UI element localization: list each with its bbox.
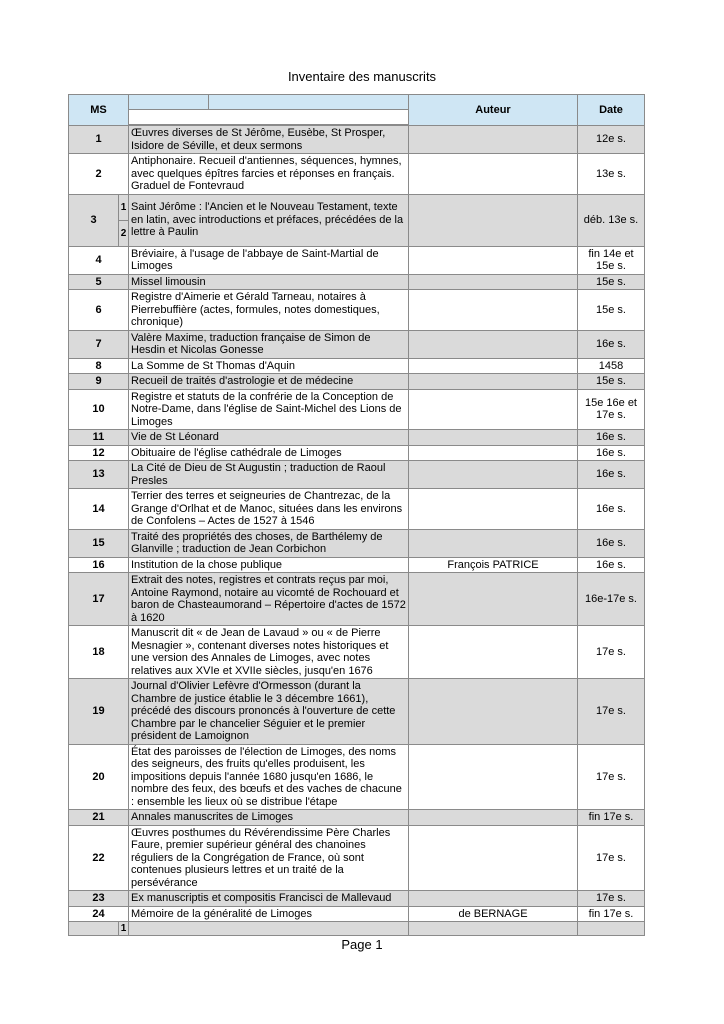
ms-subvolumes — [119, 194, 129, 246]
table-row — [69, 330, 645, 358]
table-row — [69, 489, 645, 530]
ms-number: 4 — [69, 246, 129, 274]
table-row — [69, 810, 645, 826]
ms-title: Registre et statuts de la confrérie de la Conception de Notre-Dame, dans l'église de Saint-Michel des Lions de Limoges — [129, 389, 409, 430]
ms-number: 24 — [69, 906, 129, 922]
ms-number: 13 — [69, 461, 129, 489]
ms-author — [409, 374, 578, 390]
ms-title: La Cité de Dieu de St Augustin ; traduction de Raoul Presles — [129, 461, 409, 489]
ms-number: 6 — [69, 290, 129, 331]
header-row — [69, 95, 645, 126]
ms-date: déb. 13e s. — [578, 194, 645, 246]
ms-title: Extrait des notes, registres et contrats reçus par moi, Antoine Raymond, notaire au vicomté de Rochouard et baron de Chasteaumorand – Répertoire d'actes de 1572 à 1620 — [129, 573, 409, 626]
ms-title: Missel limousin — [129, 274, 409, 290]
ms-date: 16e s. — [578, 430, 645, 446]
table-row — [69, 246, 645, 274]
table-row — [69, 374, 645, 390]
ms-date: 16e-17e s. — [578, 573, 645, 626]
ms-title: Bréviaire, à l'usage de l'abbaye de Saint-Martial de Limoges — [129, 246, 409, 274]
ms-number: 12 — [69, 445, 129, 461]
ms-title: Saint Jérôme : l'Ancien et le Nouveau Testament, texte en latin, avec introductions et préfaces, précédées de la lettre à Paulin — [129, 194, 409, 246]
ms-number: 1 — [69, 126, 129, 154]
manuscripts-table — [68, 94, 645, 936]
ms-title: Œuvres posthumes du Révérendissime Père Charles Faure, premier supérieur général des chanoines réguliers de la Congrégation de France, où sont contenues plusieurs lettres et un traité de la persévérance — [129, 825, 409, 891]
ms-author: François PATRICE — [409, 557, 578, 573]
ms-subvolume: 1 — [119, 195, 128, 221]
ms-author — [409, 430, 578, 446]
ms-date: 15e 16e et 17e s. — [578, 389, 645, 430]
ms-title: Annales manuscrites de Limoges — [129, 810, 409, 826]
ms-date: 16e s. — [578, 557, 645, 573]
ms-author — [409, 744, 578, 810]
ms-title: Vie de St Léonard — [129, 430, 409, 446]
ms-number: 18 — [69, 626, 129, 679]
table-row — [69, 906, 645, 922]
header-ms: MS — [69, 95, 129, 126]
table-row — [69, 461, 645, 489]
ms-author — [409, 330, 578, 358]
ms-title: Antiphonaire. Recueil d'antiennes, séquences, hymnes, avec quelques épîtres farcies et réponses en français. Graduel de Fontevraud — [129, 154, 409, 195]
ms-date: 12e s. — [578, 126, 645, 154]
ms-author — [409, 126, 578, 154]
ms-number: 14 — [69, 489, 129, 530]
table-row — [69, 529, 645, 557]
ms-date: 16e s. — [578, 461, 645, 489]
ms-number: 20 — [69, 744, 129, 810]
table-row — [69, 573, 645, 626]
ms-date: fin 17e s. — [578, 906, 645, 922]
table-row — [69, 430, 645, 446]
ms-author — [409, 154, 578, 195]
table-row — [69, 389, 645, 430]
ms-date: fin 14e et 15e s. — [578, 246, 645, 274]
ms-date: 16e s. — [578, 330, 645, 358]
ms-subvolume: 2 — [120, 227, 127, 239]
ms-author — [409, 274, 578, 290]
ms-number: 2 — [69, 154, 129, 195]
header-title-cell — [129, 95, 409, 126]
ms-number: 21 — [69, 810, 129, 826]
ms-date: 13e s. — [578, 154, 645, 195]
ms-number — [69, 922, 119, 936]
ms-number: 15 — [69, 529, 129, 557]
ms-author — [409, 290, 578, 331]
ms-number: 22 — [69, 825, 129, 891]
header-auteur: Auteur — [409, 95, 578, 126]
table-row — [69, 825, 645, 891]
ms-title: Valère Maxime, traduction française de Simon de Hesdin et Nicolas Gonesse — [129, 330, 409, 358]
ms-author — [409, 529, 578, 557]
table-row — [69, 557, 645, 573]
ms-author — [409, 825, 578, 891]
ms-author — [409, 461, 578, 489]
ms-author — [409, 445, 578, 461]
ms-number: 16 — [69, 557, 129, 573]
ms-title: État des paroisses de l'élection de Limoges, des noms des seigneurs, des fruits qu'elles produisent, les impositions depuis l'année 1680 jusqu'en 1686, le nombre des feux, des bœufs et des vaches de chacune : ensemble les lieux où se distribue l'étape — [129, 744, 409, 810]
table-row — [69, 679, 645, 745]
ms-subvolumes — [119, 922, 129, 936]
page-number: Page 1 — [341, 937, 383, 952]
ms-number: 3 — [69, 194, 119, 246]
ms-number: 10 — [69, 389, 129, 430]
header-date: Date — [578, 95, 645, 126]
table-row — [69, 891, 645, 907]
ms-number: 9 — [69, 374, 129, 390]
ms-date: 17e s. — [578, 825, 645, 891]
ms-author — [409, 626, 578, 679]
ms-author — [409, 389, 578, 430]
ms-title: Manuscrit dit « de Jean de Lavaud » ou « de Pierre Mesnagier », contenant diverses notes historiques et une version des Annales de Limoges, avec notes relatives aux XVIe et XVIIe siècles, jusqu'en 1676 — [129, 626, 409, 679]
table-row — [69, 744, 645, 810]
ms-number: 19 — [69, 679, 129, 745]
ms-date: 16e s. — [578, 529, 645, 557]
ms-date: 17e s. — [578, 626, 645, 679]
ms-date: 16e s. — [578, 489, 645, 530]
ms-title — [129, 922, 409, 936]
page-title: Inventaire des manuscrits — [287, 69, 437, 84]
ms-author — [409, 922, 578, 936]
table-row — [69, 922, 645, 936]
ms-title: Journal d'Olivier Lefèvre d'Ormesson (durant la Chambre de justice établie le 3 décembre 1661), précédé des discours prononcés à l'ouverture de cette Chambre par le chancelier Séguier et le premier président de Lamoignon — [129, 679, 409, 745]
ms-date: 17e s. — [578, 891, 645, 907]
ms-number: 11 — [69, 430, 129, 446]
ms-number: 8 — [69, 358, 129, 374]
ms-date: 17e s. — [578, 744, 645, 810]
ms-number: 5 — [69, 274, 129, 290]
ms-title: Registre d'Aimerie et Gérald Tarneau, notaires à Pierrebuffière (actes, formules, notes domestiques, chronique) — [129, 290, 409, 331]
ms-title: Institution de la chose publique — [129, 557, 409, 573]
ms-title: Terrier des terres et seigneuries de Chantrezac, de la Grange d'Orlhat et de Manoc, situées dans les environs de Confolens – Actes de 1527 à 1546 — [129, 489, 409, 530]
table-row — [69, 445, 645, 461]
table-row — [69, 194, 645, 246]
table-row — [69, 290, 645, 331]
ms-title: Traité des propriétés des choses, de Barthélemy de Glanville ; traduction de Jean Corbichon — [129, 529, 409, 557]
ms-number: 23 — [69, 891, 129, 907]
ms-title: La Somme de St Thomas d'Aquin — [129, 358, 409, 374]
ms-date: 17e s. — [578, 679, 645, 745]
ms-author — [409, 573, 578, 626]
ms-author — [409, 891, 578, 907]
ms-date — [578, 922, 645, 936]
table-row — [69, 274, 645, 290]
ms-title: Mémoire de la généralité de Limoges — [129, 906, 409, 922]
ms-author — [409, 489, 578, 530]
ms-author — [409, 246, 578, 274]
ms-title: Obituaire de l'église cathédrale de Limoges — [129, 445, 409, 461]
table-row — [69, 154, 645, 195]
ms-title: Recueil de traités d'astrologie et de médecine — [129, 374, 409, 390]
ms-title: Œuvres diverses de St Jérôme, Eusèbe, St Prosper, Isidore de Séville, et deux sermons — [129, 126, 409, 154]
ms-date: fin 17e s. — [578, 810, 645, 826]
ms-title: Ex manuscriptis et compositis Francisci de Mallevaud — [129, 891, 409, 907]
ms-date: 15e s. — [578, 374, 645, 390]
table-row — [69, 126, 645, 154]
ms-subvolume: 1 — [120, 923, 127, 934]
ms-date: 16e s. — [578, 445, 645, 461]
ms-number: 17 — [69, 573, 129, 626]
table-row — [69, 358, 645, 374]
ms-author: de BERNAGE — [409, 906, 578, 922]
ms-author — [409, 810, 578, 826]
ms-author — [409, 679, 578, 745]
ms-date: 15e s. — [578, 290, 645, 331]
ms-date: 1458 — [578, 358, 645, 374]
table-row — [69, 626, 645, 679]
ms-author — [409, 358, 578, 374]
ms-author — [409, 194, 578, 246]
ms-number: 7 — [69, 330, 129, 358]
ms-date: 15e s. — [578, 274, 645, 290]
